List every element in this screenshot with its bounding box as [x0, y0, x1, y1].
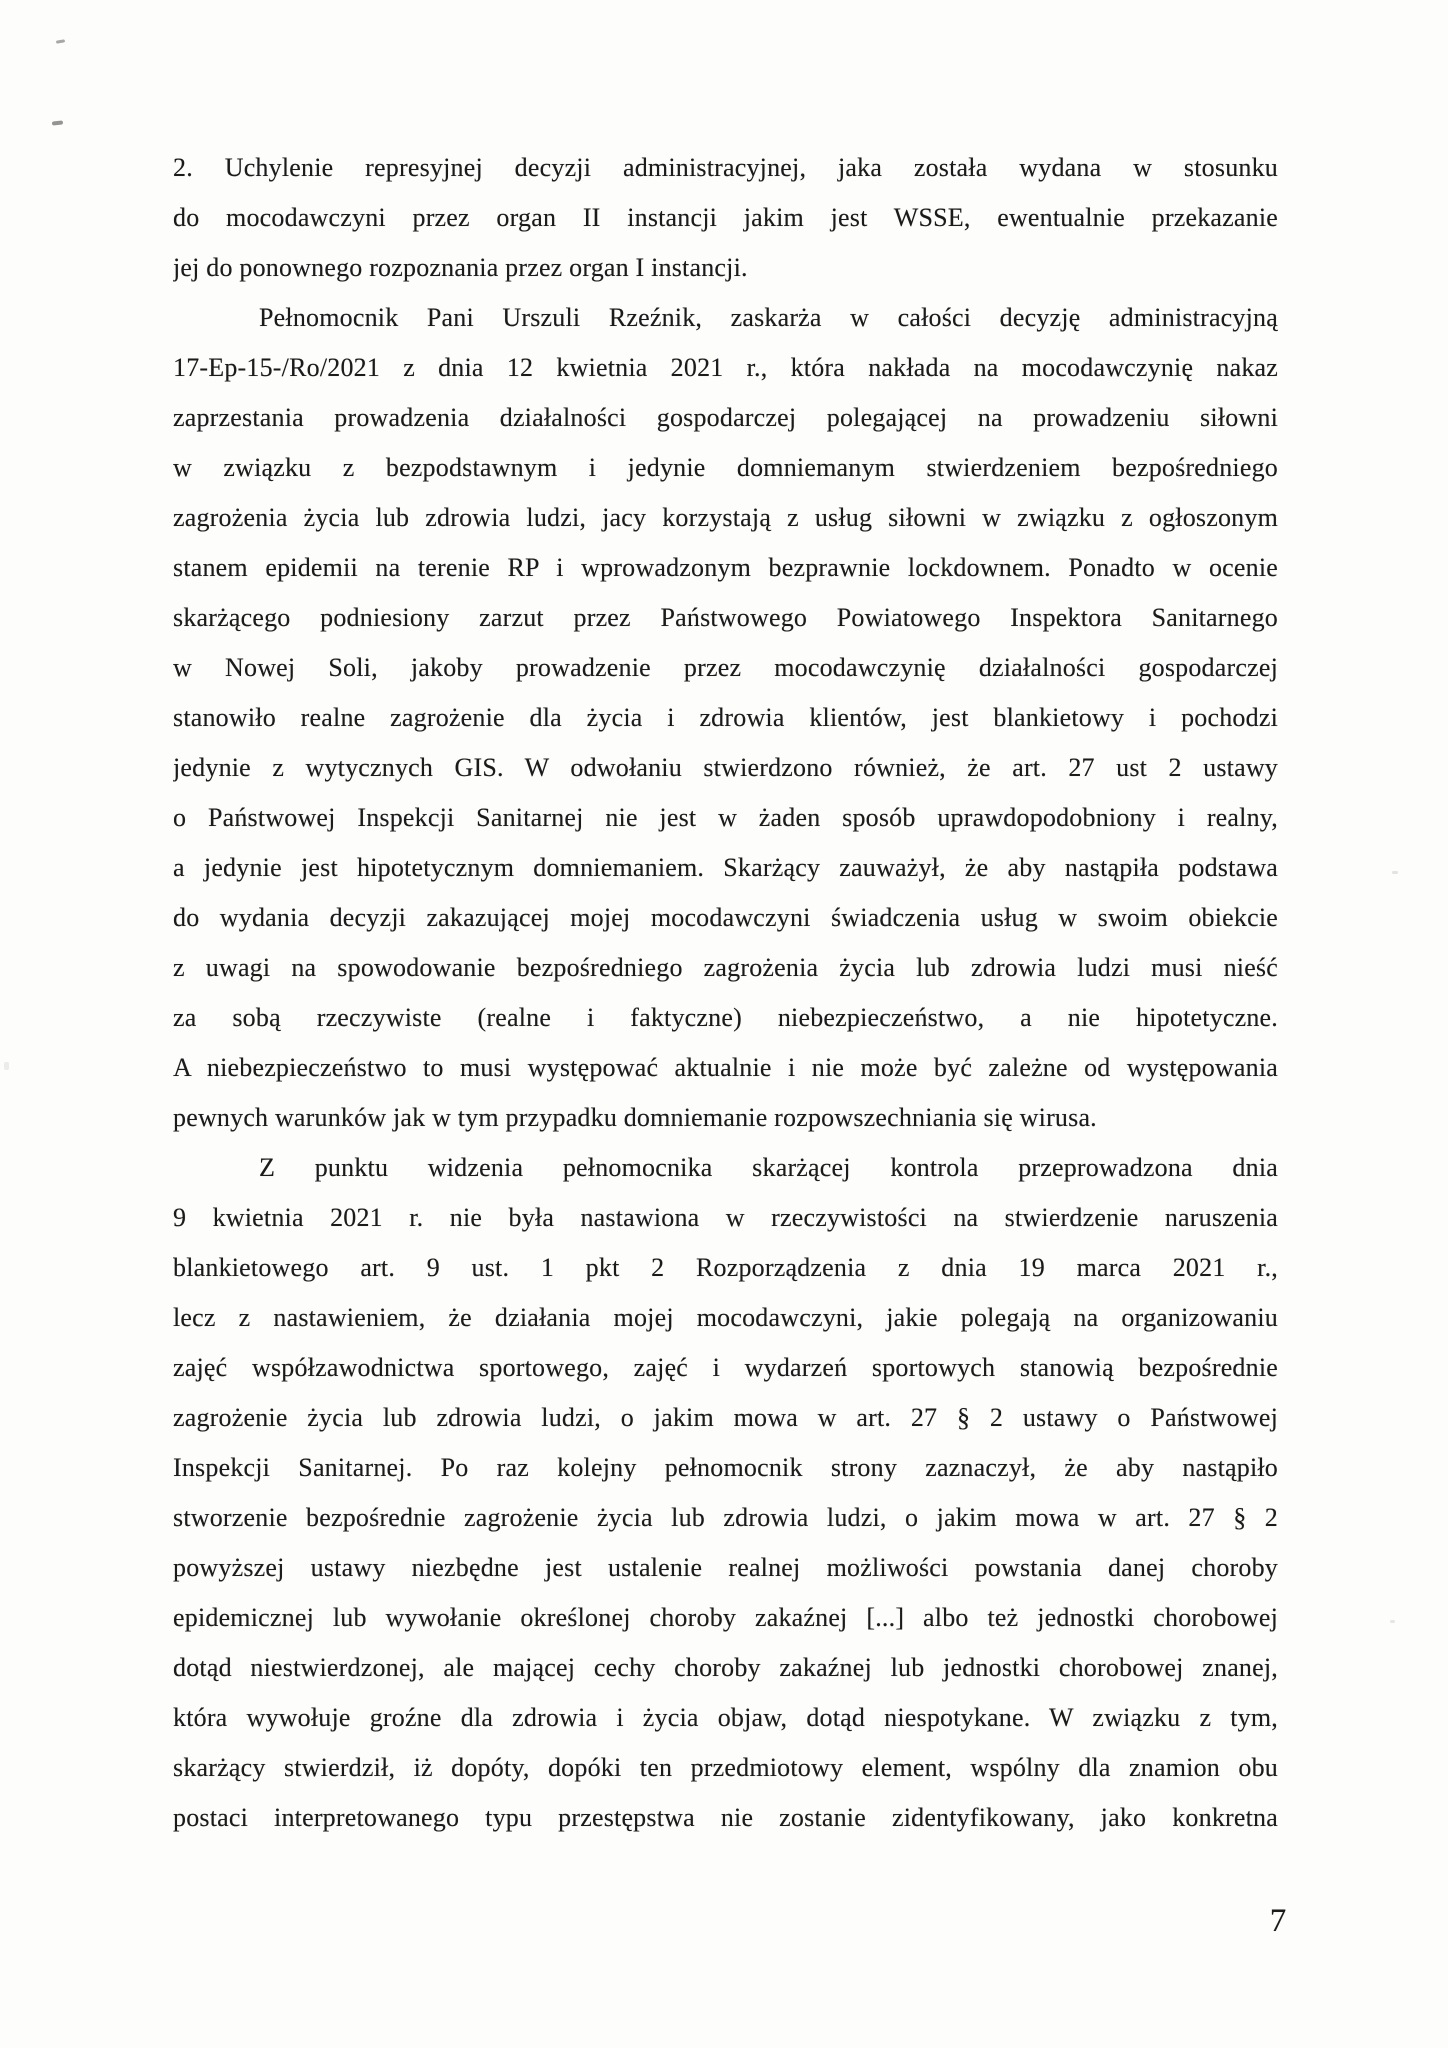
scan-artifact-speck [4, 1062, 9, 1070]
text-line: powyższej ustawy niezbędne jest ustalenie realnej możliwości powstania danej choroby [173, 1553, 1278, 1582]
text-line: o Państwowej Inspekcji Sanitarnej nie jest w żaden sposób uprawdopodobniony i realny, [173, 803, 1278, 832]
text-line: lecz z nastawieniem, że działania mojej mocodawczyni, jakie polegają na organizowaniu [173, 1303, 1278, 1332]
scan-artifact-dash [56, 39, 65, 44]
text-line: epidemicznej lub wywołanie określonej choroby zakaźnej [...] albo też jednostki chorobowej [173, 1603, 1278, 1632]
text-line: jedynie z wytycznych GIS. W odwołaniu stwierdzono również, że art. 27 ust 2 ustawy [173, 753, 1278, 782]
text-line: do mocodawczyni przez organ II instancji jakim jest WSSE, ewentualnie przekazanie [173, 203, 1278, 232]
text-line: A niebezpieczeństwo to musi występować aktualnie i nie może być zależne od występowania [173, 1053, 1278, 1082]
text-line: blankietowego art. 9 ust. 1 pkt 2 Rozporządzenia z dnia 19 marca 2021 r., [173, 1253, 1278, 1282]
text-line: która wywołuje groźne dla zdrowia i życia objaw, dotąd niespotykane. W związku z tym, [173, 1703, 1278, 1732]
text-line: zagrożenia życia lub zdrowia ludzi, jacy korzystają z usług siłowni w związku z ogłoszonym [173, 503, 1278, 532]
text-line: z uwagi na spowodowanie bezpośredniego zagrożenia życia lub zdrowia ludzi musi nieść [173, 953, 1278, 982]
text-line: Pełnomocnik Pani Urszuli Rzeźnik, zaskarża w całości decyzję administracyjną [259, 303, 1278, 332]
text-line: zajęć współzawodnictwa sportowego, zajęć i wydarzeń sportowych stanowią bezpośrednie [173, 1353, 1278, 1382]
text-line: stworzenie bezpośrednie zagrożenie życia lub zdrowia ludzi, o jakim mowa w art. 27 § 2 [173, 1503, 1278, 1532]
text-line: Z punktu widzenia pełnomocnika skarżącej kontrola przeprowadzona dnia [259, 1153, 1278, 1182]
text-line: dotąd niestwierdzonej, ale mającej cechy choroby zakaźnej lub jednostki chorobowej znanej, [173, 1653, 1278, 1682]
scan-artifact-speck [1390, 1620, 1395, 1623]
document-body [173, 143, 1278, 1843]
scan-artifact-dash [52, 120, 63, 125]
text-line: 17-Ep-15-/Ro/2021 z dnia 12 kwietnia 2021 r., która nakłada na mocodawczynię nakaz [173, 353, 1278, 382]
page-number: 7 [1269, 1903, 1287, 1939]
text-line: zagrożenie życia lub zdrowia ludzi, o jakim mowa w art. 27 § 2 ustawy o Państwowej [173, 1403, 1278, 1432]
text-line: 2. Uchylenie represyjnej decyzji administracyjnej, jaka została wydana w stosunku [173, 153, 1278, 182]
text-line: jej do ponownego rozpoznania przez organ I instancji. [173, 253, 748, 282]
text-line: w Nowej Soli, jakoby prowadzenie przez mocodawczynię działalności gospodarczej [173, 653, 1278, 682]
text-line: do wydania decyzji zakazującej mojej mocodawczyni świadczenia usług w swoim obiekcie [173, 903, 1278, 932]
text-line: stanowiło realne zagrożenie dla życia i zdrowia klientów, jest blankietowy i pochodzi [173, 703, 1278, 732]
text-line: stanem epidemii na terenie RP i wprowadzonym bezprawnie lockdownem. Ponadto w ocenie [173, 553, 1278, 582]
text-line: zaprzestania prowadzenia działalności gospodarczej polegającej na prowadzeniu siłowni [173, 403, 1278, 432]
text-line: skarżącego podniesiony zarzut przez Państwowego Powiatowego Inspektora Sanitarnego [173, 603, 1278, 632]
text-line: pewnych warunków jak w tym przypadku domniemanie rozpowszechniania się wirusa. [173, 1103, 1097, 1132]
text-line: za sobą rzeczywiste (realne i faktyczne) niebezpieczeństwo, a nie hipotetyczne. [173, 1003, 1278, 1032]
text-line: Inspekcji Sanitarnej. Po raz kolejny pełnomocnik strony zaznaczył, że aby nastąpiło [173, 1453, 1278, 1482]
text-line: skarżący stwierdził, iż dopóty, dopóki ten przedmiotowy element, wspólny dla znamion obu [173, 1753, 1278, 1782]
text-line: 9 kwietnia 2021 r. nie była nastawiona w rzeczywistości na stwierdzenie naruszenia [173, 1203, 1278, 1232]
text-line: w związku z bezpodstawnym i jedynie domniemanym stwierdzeniem bezpośredniego [173, 453, 1278, 482]
text-line: postaci interpretowanego typu przestępstwa nie zostanie zidentyfikowany, jako konkretna [173, 1803, 1278, 1832]
text-line: a jedynie jest hipotetycznym domniemaniem. Skarżący zauważył, że aby nastąpiła podstawa [173, 853, 1278, 882]
scan-artifact-speck [1392, 871, 1398, 874]
